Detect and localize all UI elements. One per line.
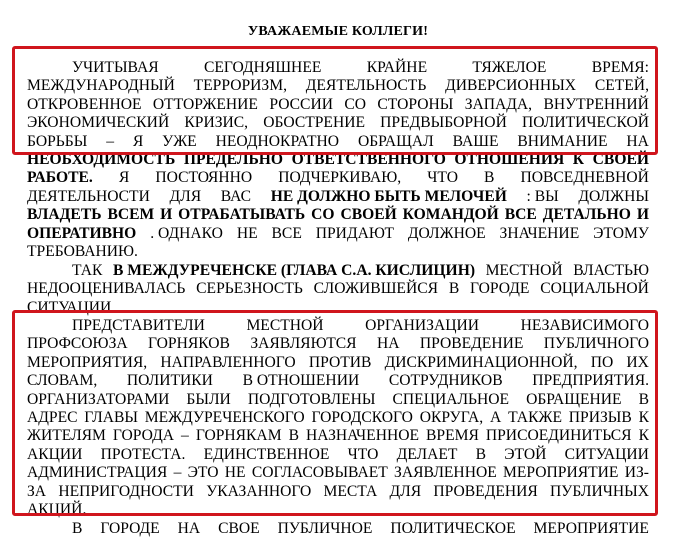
word: ТЕРРОРИЗМ, (193, 77, 287, 95)
word: ГОРОДЕ (100, 520, 160, 537)
word: ИЗ- (624, 464, 649, 482)
text-line (27, 169, 649, 187)
text-line (27, 243, 649, 261)
text-line (27, 114, 649, 132)
word: ВАШЕ (452, 132, 499, 150)
word: НЕДООЦЕНИВАЛАСЬ (27, 280, 186, 298)
word: ЖИТЕЛЯМ (27, 427, 106, 445)
word: ДЛЯ (169, 187, 202, 205)
word: И (160, 206, 173, 224)
word: НЕПРИГОДНОСТИ (58, 482, 194, 500)
word: ДЕЯТЕЛЬНОСТЬ (305, 77, 427, 95)
word: В МЕЖДУРЕЧЕНСКЕ (ГЛАВА С.А. КИСЛИЦИН) (112, 262, 476, 279)
word: НЕ (224, 464, 246, 482)
word: МЕЖДУНАРОДНЫЙ (27, 77, 175, 95)
word: ТЯЖЕЛОЕ (472, 59, 547, 76)
word: ДОЛЖНОЕ (407, 224, 486, 242)
word: ОБРАЩЕНИЕ (526, 390, 622, 408)
paragraph-mezhdurechensk (27, 262, 649, 317)
word: СВОЕ (218, 520, 260, 537)
word: АДРЕС (27, 408, 78, 426)
text-line (27, 59, 649, 77)
word: СПЕЦИАЛЬНОЕ (392, 390, 510, 408)
word: КРАЙНЕ (366, 59, 428, 76)
word: УЧИТЫВАЯ (72, 59, 159, 76)
word: УЖЕ (162, 132, 197, 150)
word: МЕРОПРИЯТИЯ, (27, 353, 148, 371)
text-line (27, 299, 649, 317)
paragraph-intro (27, 59, 649, 261)
text-line (27, 464, 649, 482)
word: – (181, 427, 189, 445)
word: НА (376, 335, 400, 353)
word: РАБОТЕ. (27, 169, 93, 187)
word: ДИВЕРСИОННЫХ (445, 77, 577, 95)
word: В (288, 427, 299, 445)
word: ДЕЯТЕЛЬНОСТИ (27, 187, 150, 205)
word: ПРЕДЕЛЬНО (183, 150, 284, 168)
text-line (27, 262, 649, 280)
word: СИТУАЦИИ. (27, 298, 116, 316)
word: ЗНАЧЕНИЕ (499, 224, 580, 242)
word: СЕТЕЙ, (594, 77, 649, 95)
word: ВСЕ (504, 206, 537, 224)
word: ПОЛИТИЧЕСКОЙ (522, 114, 649, 132)
word: НАПРАВЛЕННОГО (160, 353, 296, 371)
word: КРИЗИС, (184, 114, 249, 132)
word: ПОЛИТИЧЕСКОЕ (390, 520, 516, 537)
word: ИХ (626, 353, 649, 371)
word: ЭКОНОМИЧЕСКИЙ (27, 114, 170, 132)
word: ПО (590, 353, 614, 371)
word: ЭТОМУ (593, 224, 649, 242)
word: ПРЕДВЫБОРНОЙ (380, 114, 507, 132)
text-line (27, 206, 649, 224)
word: АКЦИИ (27, 445, 83, 463)
word: КОМАНДОЙ (402, 206, 499, 224)
word: ЕДИНСТВЕННОЕ (203, 445, 330, 463)
word: В (638, 390, 649, 408)
word: ВСЕ (271, 224, 302, 242)
word: БОРЬБЫ (27, 132, 88, 150)
word: В (448, 280, 460, 298)
word: ПОДГОТОВЛЕНЫ (247, 390, 376, 408)
word: ДИСКРИМИНАЦИОННОЙ, (384, 353, 578, 371)
word: ГОРНЯКАМ (195, 427, 282, 445)
word: ПУБЛИЧНОЕ (277, 520, 373, 537)
word: . ОДНАКО (150, 224, 223, 242)
word: ГОРОДСКОГО (311, 408, 413, 426)
word: МЕСТНОЙ (485, 262, 563, 279)
text-line (27, 354, 649, 372)
word: – (173, 464, 182, 482)
word: К (572, 150, 585, 168)
word: СОЦИАЛЬНОЙ (540, 280, 649, 298)
text-line (27, 372, 649, 390)
word: В ОТНОШЕНИИ (242, 372, 360, 390)
word: НЕ (236, 224, 258, 242)
word: ЗАПАДА, (464, 95, 533, 113)
word: МЕРОПРИЯТИЕ (503, 464, 619, 482)
word: СОГЛАСОВЫВАЕТ (251, 464, 388, 482)
word: ДЛЯ (389, 482, 422, 500)
word: ГОРОДА (112, 427, 175, 445)
word: ОПЕРАТИВНО (27, 224, 137, 242)
word: НЕ ДОЛЖНО БЫТЬ МЕЛОЧЕЙ (270, 187, 507, 205)
word: ВНУТРЕННИЙ (543, 95, 649, 113)
word: ОБРАЩАЛ (357, 132, 434, 150)
word: ЧТО (347, 445, 379, 463)
text-line (27, 409, 649, 427)
word: ЧТО (427, 169, 458, 187)
text-line (27, 391, 649, 409)
word: ВРЕМЯ (426, 427, 479, 445)
word: ПОДЧЕРКИВАЮ, (278, 169, 402, 187)
text-line (27, 427, 649, 445)
word: ЗАЯВЛЯЮТСЯ (250, 335, 357, 353)
word: ПРОВЕДЕНИЯ (433, 482, 538, 500)
word: В (475, 445, 487, 463)
word: МЕЖДУРЕЧЕНСКОГО (144, 408, 305, 426)
word: УКАЗАННОГО (206, 482, 312, 500)
word: СЕГОДНЯШНЕЕ (203, 59, 322, 76)
word: ЗАЯВЛЕННОЕ (394, 464, 497, 482)
word: ГОРОДЕ (470, 280, 530, 298)
word: ПОВСЕДНЕВНОЙ (520, 169, 649, 187)
word: НАЗНАЧЕННОЕ (305, 427, 420, 445)
word: ВАС (220, 187, 252, 205)
word: ОБОСТРЕНИЕ (263, 114, 365, 132)
text-line (27, 483, 649, 501)
word: В (484, 169, 495, 187)
word: ГОРНЯКОВ (148, 335, 230, 353)
text-line (27, 188, 649, 206)
word: ТАКЖЕ (508, 408, 562, 426)
word: ТАК (72, 262, 103, 279)
word: ПРОФСОЮЗА (27, 335, 128, 353)
word: ВЛАСТЬЮ (573, 262, 649, 279)
word: МЕРОПРИЯТИЕ (533, 520, 649, 537)
word: А (490, 408, 502, 426)
word: НЕОДНОКРАТНО (215, 132, 340, 150)
word: ОТКРОВЕННОЕ (27, 95, 142, 113)
word: ДЕТАЛЬНО (542, 206, 631, 224)
text-line (27, 225, 649, 243)
word: ОТРАБАТЫВАТЬ (178, 206, 306, 224)
word: СВОЕЙ (340, 206, 397, 224)
word: СО (311, 206, 335, 224)
word: – (106, 132, 114, 150)
word: ДОЛЖНЫ (578, 187, 649, 205)
word: ПРОТИВ (308, 353, 372, 371)
word: МЕСТА (323, 482, 378, 500)
word: ПРИСОЕДИНИТЬСЯ (485, 427, 632, 445)
word: ПРОВЕДЕНИЕ (419, 335, 524, 353)
word: СЛОВАМ, (27, 372, 98, 390)
document-title: УВАЖАЕМЫЕ КОЛЛЕГИ! (247, 24, 429, 39)
word: К (638, 408, 649, 426)
word: Я (118, 169, 130, 187)
paragraph-protest (27, 317, 649, 519)
text-line (27, 501, 649, 519)
word: СЛОЖИВШЕЙСЯ (313, 280, 439, 298)
text-line (27, 96, 649, 114)
word: ЭТО (187, 464, 219, 482)
word: НА (177, 520, 201, 537)
text-line (27, 151, 649, 169)
word: НЕЗАВИСИМОГО (520, 317, 649, 334)
word: ПРОТЕСТА. (100, 445, 186, 463)
word: ГЛАВЫ (84, 408, 138, 426)
word: ВЛАДЕТЬ (27, 206, 102, 224)
word: СИТУАЦИИ (564, 445, 649, 463)
word: РОССИИ (269, 95, 333, 113)
word: ПУБЛИЧНОГО (543, 335, 649, 353)
word: : ВЫ (526, 187, 559, 205)
word: ВСЕМ (107, 206, 155, 224)
word: АДМИНИСТРАЦИЯ (27, 464, 168, 482)
word: ОКРУГА, (419, 408, 484, 426)
word: В (72, 520, 83, 537)
text-line (27, 280, 649, 298)
word: АКЦИЙ. (27, 500, 87, 518)
word: ПУБЛИЧНЫХ (550, 482, 649, 500)
word: ОТТОРЖЕНИЕ (152, 95, 258, 113)
word: ПОЛИТИКИ (126, 372, 213, 390)
text-line (27, 520, 649, 538)
word: БЫЛИ (186, 390, 231, 408)
word: НЕОБХОДИМОСТЬ (27, 150, 176, 168)
word: ПРЕДСТАВИТЕЛИ (72, 317, 205, 334)
word: СВОЕЙ (592, 150, 649, 168)
word: ОРГАНИЗАТОРАМИ (27, 390, 170, 408)
word: ЭТОЙ (504, 445, 547, 463)
text-line (27, 133, 649, 151)
word: ПРИДАЮТ (315, 224, 395, 242)
word: ВРЕМЯ: (591, 59, 649, 76)
word: СО (344, 95, 366, 113)
word: СОТРУДНИКОВ (388, 372, 503, 390)
word: ОРГАНИЗАЦИИ (365, 317, 480, 334)
word: К (638, 427, 649, 445)
word: И (636, 206, 649, 224)
word: ПРЕДПРИЯТИЯ. (532, 372, 649, 390)
word: Я (132, 132, 144, 150)
word: ЗА (27, 482, 47, 500)
word: СТОРОНЫ (377, 95, 454, 113)
word: ТРЕБОВАНИЮ. (27, 242, 138, 260)
word: ПОСТОЯННО (155, 169, 253, 187)
word: ПРИЗЫВ (568, 408, 632, 426)
text-line (27, 335, 649, 353)
word: ВНИМАНИЕ (517, 132, 608, 150)
paragraph-continued (27, 520, 649, 538)
word: ДЕЛАЕТ (396, 445, 458, 463)
word: ОТНОШЕНИЯ (454, 150, 565, 168)
word: НА (626, 132, 649, 150)
text-line (27, 317, 649, 335)
word: ОТВЕТСТВЕННОГО (291, 150, 446, 168)
text-line (27, 446, 649, 464)
text-line (27, 77, 649, 95)
word: СЕРЬЕЗНОСТЬ (196, 280, 303, 298)
word: МЕСТНОЙ (246, 317, 324, 334)
